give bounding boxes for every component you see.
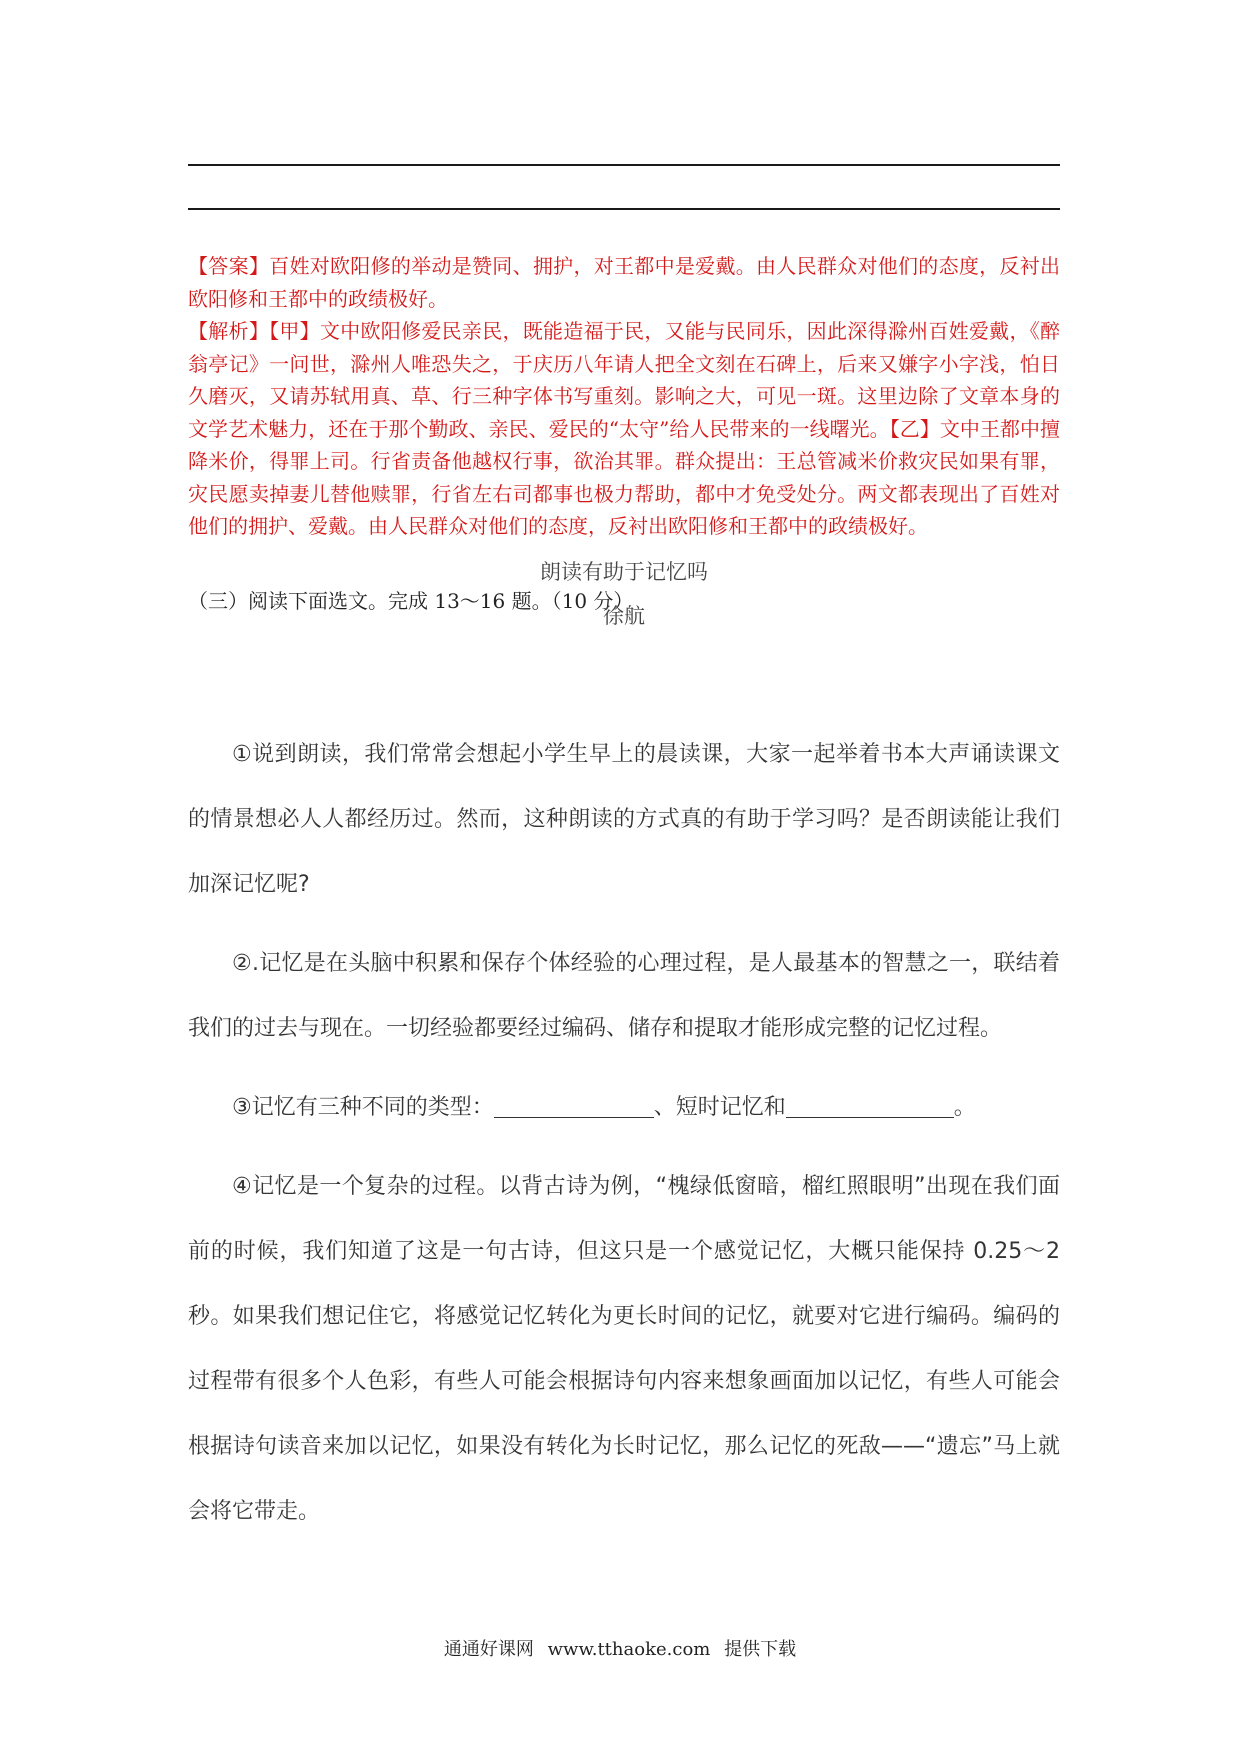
answer-block [188, 250, 1060, 543]
analysis-label: 【解析】 [188, 319, 270, 343]
footer-download: 提供下载 [724, 1639, 797, 1660]
article-paragraph-1: ①说到朗读，我们常常会想起小学生早上的晨读课，大家一起举着书本大声诵读课文的情景想必人人都经历过。然而，这种朗读的方式真的有助于学习吗？是否朗读能让我们加深记忆呢? [188, 742, 1060, 897]
footer-site-name: 通通好课网 [443, 1639, 534, 1660]
article-paragraph-2: ②.记忆是在头脑中积累和保存个体经验的心理过程，是人最基本的智慧之一，联结着我们的过去与现在。一切经验都要经过编码、储存和提取才能形成完整的记忆过程。 [188, 951, 1060, 1041]
analysis-paragraph [188, 315, 1060, 543]
paragraph-3-middle: 、短时记忆和 [653, 1095, 786, 1120]
fill-blank-2[interactable] [786, 1091, 954, 1118]
paragraph-3-end: 。 [953, 1095, 976, 1120]
article-title: 朗读有助于记忆吗 [540, 560, 708, 584]
analysis-text: 【甲】文中欧阳修爱民亲民，既能造福于民，又能与民同乐，因此深得滁州百姓爱戴，《醉翁亭记》一问世，滁州人唯恐失之，于庆历八年请人把全文刻在石碑上，后来又嫌字小字浅，怕日久磨灭，又请苏轼用真、草、行三种字体书写重刻。影响之大，可见一斑。这里边除了文章本身的文学艺术魅力，还在于那个勤政、亲民、爱民的“太守”给人民带来的一线曙光。【乙】文中王都中擅降米价，得罪上司。行省责备他越权行事，欲治其罪。群众提出：王总管减米价救灾民如果有罪，灾民愿卖掉妻儿替他赎罪，行省左右司都事也极力帮助，都中才免受处分。两文都表现出了百姓对他们的拥护、爱戴。由人民群众对他们的态度，反衬出欧阳修和王都中的政绩极好。 [188, 319, 1061, 538]
article-body [188, 722, 1060, 1558]
footer-url[interactable]: www.tthaoke.com [547, 1639, 711, 1660]
answer-line-bottom [188, 208, 1060, 210]
article-paragraph-3 [188, 1075, 1060, 1140]
answer-paragraph [188, 250, 1060, 315]
article-author: 徐航 [603, 604, 645, 628]
paragraph-3-lead: ③记忆有三种不同的类型： [232, 1095, 494, 1120]
answer-text: 百姓对欧阳修的举动是赞同、拥护，对王都中是爱戴。由人民群众对他们的态度，反衬出欧阳修和王都中的政绩极好。 [188, 254, 1061, 311]
page-footer [0, 1635, 1240, 1661]
article-paragraph-4: ④记忆是一个复杂的过程。以背古诗为例，“槐绿低窗暗，榴红照眼明”出现在我们面前的时候，我们知道了这是一句古诗，但这只是一个感觉记忆，大概只能保持 0.25～2 秒。如果我们想记住它，将感觉记忆转化为更长时间的记忆，就要对它进行编码。编码的过程带有很多个人色彩，有些人可能会根据诗句内容来想象画面加以记忆，有些人可能会根据诗句读音来加以记忆，如果没有转化为长时记忆，那么记忆的死敌——“遗忘”马上就会将它带走。 [188, 1174, 1060, 1524]
section-question: （三）阅读下面选文。完成 13～16 题。（10 分） [188, 589, 634, 613]
fill-blank-1[interactable] [494, 1091, 654, 1118]
answer-line-top [188, 164, 1060, 166]
answer-label: 【答案】 [188, 254, 270, 278]
